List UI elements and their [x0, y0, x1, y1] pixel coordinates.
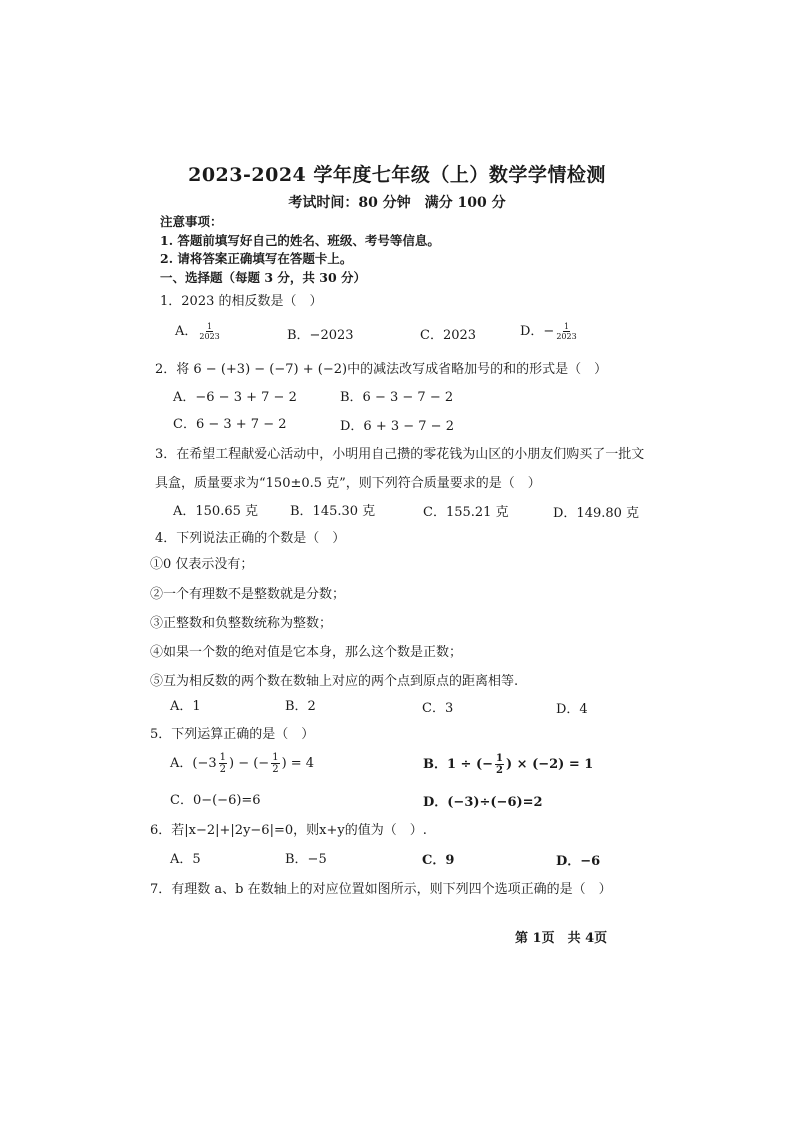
option-label: D．− — [520, 324, 555, 339]
option-d: D．4 — [556, 702, 588, 717]
option-c: C．9 — [422, 853, 455, 868]
fraction — [219, 752, 227, 775]
expr-part: A．(−3 — [170, 756, 217, 771]
note-item: 1. 答题前填写好自己的姓名、班级、考号等信息。 — [160, 233, 440, 248]
option-b: B．−5 — [285, 852, 327, 867]
question-stem: 1．2023 的相反数是（ ） — [160, 294, 323, 309]
option-label: A． — [175, 324, 198, 339]
option-b: B．145.30 克 — [290, 504, 376, 519]
fraction — [271, 752, 279, 775]
fraction-denominator: 2 — [219, 764, 226, 775]
question-stem: 6．若|x−2|+|2y−6|=0，则x+y的值为（ ）. — [150, 823, 427, 838]
option-d: D．(−3)÷(−6)=2 — [423, 795, 543, 810]
fraction-denominator: 2 — [272, 764, 279, 775]
option-c: C．6 − 3 + 7 − 2 — [173, 417, 287, 432]
option-a: A．150.65 克 — [173, 504, 259, 519]
fraction-denominator: 2023 — [199, 332, 220, 341]
question-stem: 3．在希望工程献爱心活动中，小明用自己攒的零花钱为山区的小朋友们购买了一批文 — [155, 447, 645, 462]
fraction-numerator: 1 — [219, 752, 226, 763]
question-stem-continued: 具盒，质量要求为“150±0.5 克”，则下列符合质量要求的是（ ） — [155, 476, 541, 491]
fraction-numerator: 1 — [207, 322, 213, 331]
option-a — [175, 320, 222, 341]
statement-item: ⑤互为相反数的两个数在数轴上对应的两个点到原点的距离相等. — [150, 674, 519, 689]
option-c: C．155.21 克 — [423, 505, 509, 520]
fraction-numerator: 1 — [563, 322, 570, 331]
question-stem: 7．有理数 a、b 在数轴上的对应位置如图所示，则下列四个选项正确的是（ ） — [150, 882, 612, 897]
fraction-numerator: 1 — [496, 753, 503, 764]
notes-heading: 注意事项： — [160, 214, 223, 229]
option-b: B．−2023 — [287, 328, 354, 343]
fraction-denominator: 2 — [496, 765, 503, 776]
fraction-denominator: 2023 — [556, 332, 577, 341]
statement-item: ②一个有理数不是整数就是分数； — [150, 587, 346, 602]
question-stem: 4．下列说法正确的个数是（ ） — [155, 531, 346, 546]
statement-item: ④如果一个数的绝对值是它本身，那么这个数是正数； — [150, 645, 463, 660]
expr-part: ) − (− — [229, 756, 270, 771]
option-d — [520, 320, 579, 341]
option-b: B．6 − 3 − 7 − 2 — [340, 390, 454, 405]
page-footer: 第 1页 共 4页 — [515, 931, 608, 946]
option-b: B．2 — [285, 699, 316, 714]
statement-item: ③正整数和负整数统称为整数； — [150, 616, 333, 631]
exam-title: 2023-2024 学年度七年级（上）数学学情检测 — [188, 164, 606, 186]
fraction — [199, 322, 219, 341]
section-heading: 一、选择题（每题 3 分，共 30 分） — [160, 270, 367, 285]
option-a — [170, 752, 314, 775]
fraction — [556, 322, 576, 341]
option-c: C．0−(−6)=6 — [170, 793, 261, 808]
expr-part: ) = 4 — [281, 756, 315, 771]
option-d: D．149.80 克 — [553, 506, 640, 521]
fraction-numerator: 1 — [272, 752, 279, 763]
statement-item: ①0 仅表示没有； — [150, 557, 254, 572]
exam-subtitle: 考试时间：80 分钟 满分 100 分 — [288, 195, 506, 211]
question-stem: 5．下列运算正确的是（ ） — [150, 727, 315, 742]
option-c: C．3 — [422, 701, 454, 716]
option-a: A．5 — [170, 852, 201, 867]
option-d: D．−6 — [556, 854, 601, 869]
option-d: D．6 + 3 − 7 − 2 — [340, 419, 454, 434]
option-c: C．2023 — [420, 328, 477, 343]
note-item: 2. 请将答案正确填写在答题卡上。 — [160, 251, 353, 266]
option-a: A．−6 − 3 + 7 − 2 — [173, 390, 297, 405]
option-a: A．1 — [170, 699, 201, 714]
expr-part: ) × (−2) = 1 — [506, 757, 594, 772]
option-b — [423, 753, 593, 776]
question-stem: 2．将 6 − (+3) − (−7) + (−2)中的减法改写成省略加号的和的形式是（ ） — [155, 362, 608, 377]
expr-part: B．1 ÷ (− — [423, 757, 494, 772]
fraction — [495, 753, 504, 776]
